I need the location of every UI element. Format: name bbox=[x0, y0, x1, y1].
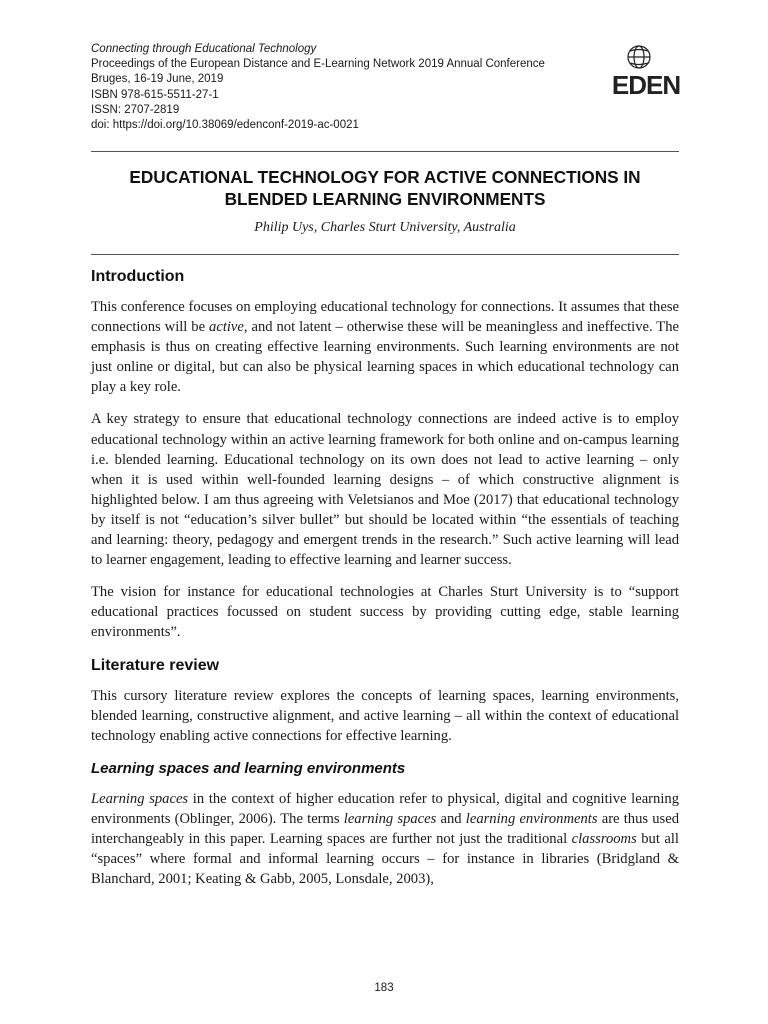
learning-spaces-heading: Learning spaces and learning environments bbox=[91, 759, 406, 777]
running-header bbox=[91, 42, 591, 133]
title-line-2: BLENDED LEARNING ENVIRONMENTS bbox=[224, 189, 546, 209]
introduction-heading: Introduction bbox=[91, 268, 185, 285]
author-line: Philip Uys, Charles Sturt University, Australia bbox=[254, 220, 516, 235]
eden-logo bbox=[612, 42, 680, 100]
doi-link[interactable]: doi: https://doi.org/10.38069/edenconf-2019-ac-0021 bbox=[91, 119, 359, 132]
svg-text:EDEN: EDEN bbox=[612, 70, 680, 100]
literature-review-paragraph-1: This cursory literature review explores the concepts of learning spaces, learning environments, blended learning, constructive alignment, and active learning – all within the context of educational technology enabling active connections for effective learning. bbox=[91, 687, 679, 744]
introduction-paragraph-2: A key strategy to ensure that educational technology connections are indeed active is to employ educational technology within an active learning framework for both online and on-campus learning i.e. blended learning. Educational technology on its own does not lead to active learning – only when it is used within well-founded learning designs – of which constructive alignment is highlighted below. I am thus agreeing with Veletsianos and Moe (2017) that educational technology by itself is not “education’s silver bullet” but should be located within “the essentials of teaching and learning: theory, pedagogy and emergent trends in the research.” Such active learning will lead to learner engagement, leading to effective learning and learner success. bbox=[91, 411, 679, 569]
paper-title bbox=[91, 166, 679, 210]
location-date: Bruges, 16-19 June, 2019 bbox=[91, 73, 224, 86]
header-divider bbox=[91, 151, 679, 152]
page-number: 183 bbox=[374, 982, 394, 994]
issn: ISSN: 2707-2819 bbox=[91, 103, 180, 116]
learning-spaces-paragraph-1: Learning spaces in the context of higher education refer to physical, digital and cognitive learning environments (Oblinger, 2006). The terms learning spaces and learning environments are thus used interchangeably in this paper. Learning spaces are further not just the traditional classrooms but all “spaces” where formal and informal learning occurs – for instance in libraries (Bridgland & Blanchard, 2001; Keating & Gabb, 2005, Lonsdale, 2003), bbox=[91, 790, 680, 888]
paper-body bbox=[91, 266, 679, 889]
introduction-paragraph-1: This conference focuses on employing educational technology for connections. It assumes that these connections will be active, and not latent – otherwise these will be meaningless and ineffective. The emphasis is thus on creating effective learning environments. Such learning environments are not just online or digital, but can also be physical learning spaces in which educational technology can play a key role. bbox=[91, 299, 679, 396]
proceedings-line: Proceedings of the European Distance and E-Learning Network 2019 Annual Conference bbox=[91, 58, 545, 71]
literature-review-heading: Literature review bbox=[91, 656, 220, 674]
title-line-1: EDUCATIONAL TECHNOLOGY FOR ACTIVE CONNECTIONS IN bbox=[129, 167, 641, 187]
conference-title: Connecting through Educational Technology bbox=[91, 43, 317, 55]
title-divider bbox=[91, 254, 679, 255]
globe-icon bbox=[612, 42, 680, 100]
isbn: ISBN 978-615-5511-27-1 bbox=[91, 88, 219, 101]
introduction-paragraph-3: The vision for instance for educational technologies at Charles Sturt University is to “support educational practices focussed on student success by providing cutting edge, stable learning environments”. bbox=[91, 584, 679, 641]
